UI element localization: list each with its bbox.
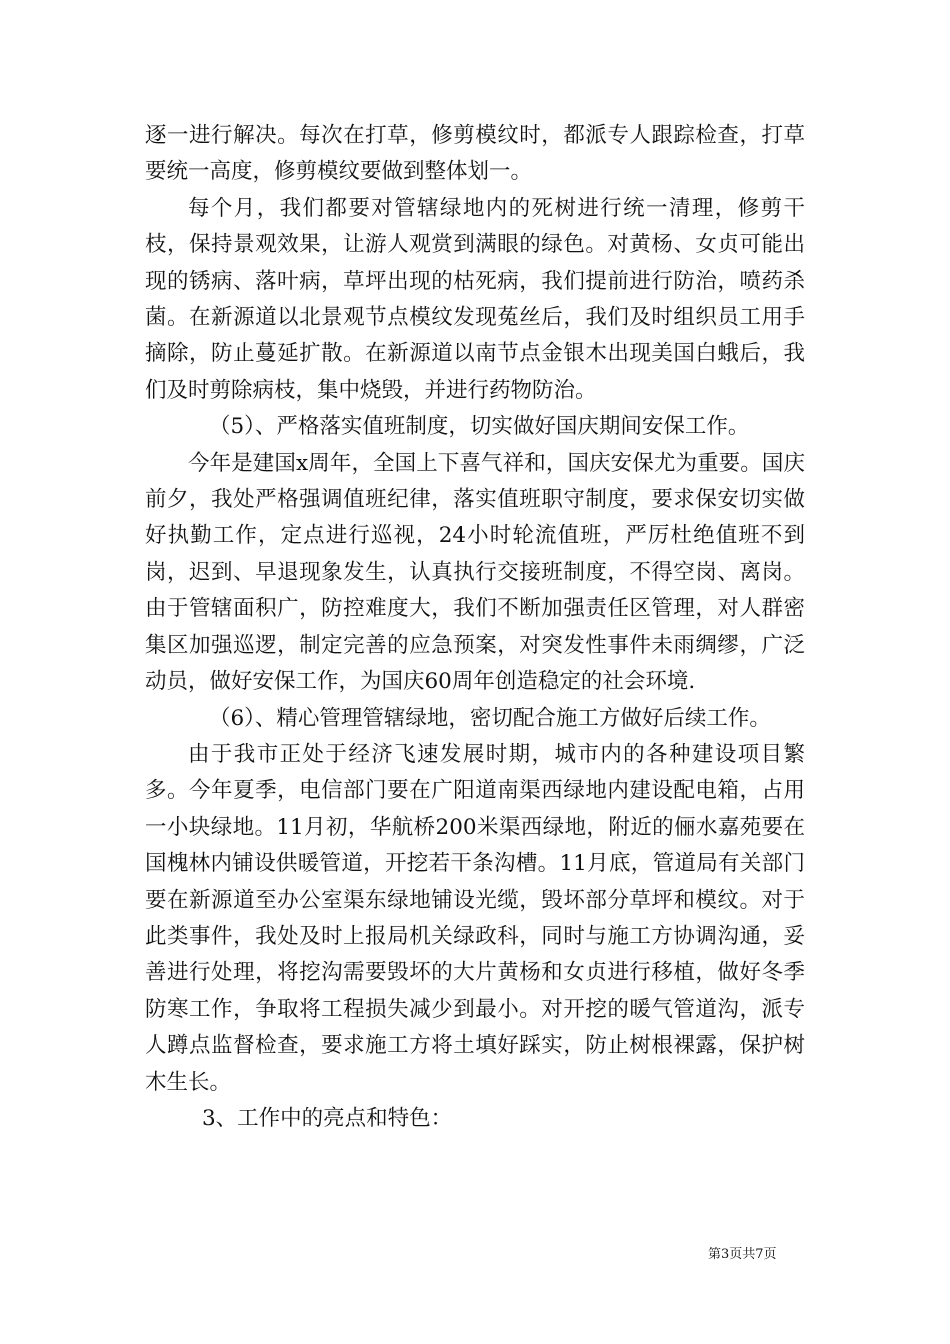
- section-heading-3: 3、工作中的亮点和特色：: [202, 1105, 453, 1131]
- paragraph-security-duty: 今年是建国x周年，全国上下喜气祥和，国庆安保尤为重要。国庆前夕，我处严格强调值班纪律，落实值班职守制度，要求保安切实做好执勤工作，定点进行巡视，24小时轮流值班，严厉杜绝值班不到岗，迟到、早退现象发生，认真执行交接班制度，不得空岗、离岗。由于管辖面积广，防控难度大，我们不断加强责任区管理，对人群密集区加强巡逻，制定完善的应急预案，对突发性事件未雨绸缪，广泛动员，做好安保工作，为国庆60周年创造稳定的社会环境.: [145, 450, 805, 695]
- section-heading-5: （5）、严格落实值班制度，切实做好国庆期间安保工作。: [209, 414, 750, 440]
- paragraph-construction-coordination: 由于我市正处于经济飞速发展时期，城市内的各种建设项目繁多。今年夏季，电信部门要在广阳道南渠西绿地内建设配电箱，占用一小块绿地。11月初，华航桥200米渠西绿地，附近的俪水嘉苑要在国槐林内铺设供暖管道，开挖若干条沟槽。11月底，管道局有关部门要在新源道至办公室渠东绿地铺设光缆，毁坏部分草坪和模纹。对于此类事件，我处及时上报局机关绿政科，同时与施工方协调沟通，妥善进行处理，将挖沟需要毁坏的大片黄杨和女贞进行移植，做好冬季防寒工作，争取将工程损失减少到最小。对开挖的暖气管道沟，派专人蹲点监督检查，要求施工方将土填好踩实，防止树根裸露，保护树木生长。: [145, 741, 805, 1095]
- paragraph-tree-maintenance: 每个月，我们都要对管辖绿地内的死树进行统一清理，修剪干枝，保持景观效果，让游人观赏到满眼的绿色。对黄杨、女贞可能出现的锈病、落叶病，草坪出现的枯死病，我们提前进行防治，喷药杀菌。在新源道以北景观节点模纹发现菟丝后，我们及时组织员工用手摘除，防止蔓延扩散。在新源道以南节点金银木出现美国白蛾后，我们及时剪除病枝，集中烧毁，并进行药物防治。: [145, 195, 805, 403]
- document-body: [145, 118, 805, 1137]
- section-heading-6: （6）、精心管理管辖绿地，密切配合施工方做好后续工作。: [209, 705, 771, 731]
- paragraph-continuation: 逐一进行解决。每次在打草，修剪模纹时，都派专人跟踪检查，打草要统一高度，修剪模纹要做到整体划一。: [145, 123, 805, 185]
- page-number: 第3页共7页: [708, 1247, 777, 1262]
